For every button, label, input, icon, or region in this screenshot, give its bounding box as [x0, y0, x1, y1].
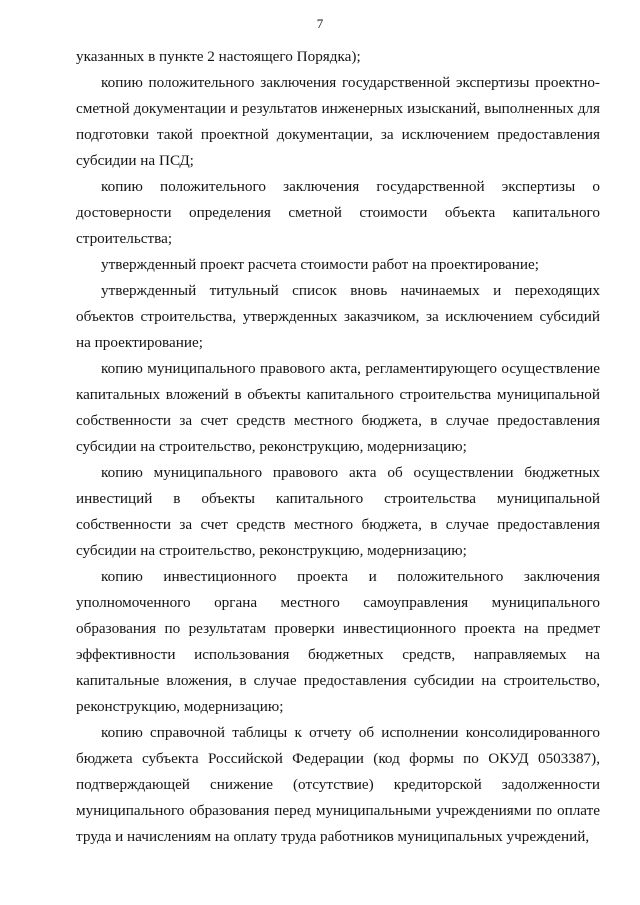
paragraph-design-cost-project: утвержденный проект расчета стоимости работ на проектирование;: [101, 256, 539, 273]
paragraph-continuation: указанных в пункте 2 настоящего Порядка);: [76, 48, 361, 65]
paragraph-reference-table: копию справочной таблицы к отчету об исполнении консолидированного бюджета субъекта Российской Федерации (код формы по ОКУД 0503387), подтверждающей снижение (отсутствие) кредиторской задолженности муниципального образования перед муниципальными учреждениями по оплате труда и начислениям на оплату труда работников муниципальных учреждений,: [76, 724, 600, 845]
paragraph-title-list: утвержденный титульный список вновь начинаемых и переходящих объектов строительства, утвержденных заказчиком, за исключением субсидий на проектирование;: [76, 282, 600, 351]
paragraph-expertise-design-docs: копию положительного заключения государственной экспертизы проектно-сметной документации и результатов инженерных изысканий, выполненных для подготовки такой проектной документации, за исключением предоставления субсидии на ПСД;: [76, 74, 600, 169]
paragraph-municipal-act-investment: копию муниципального правового акта об осуществлении бюджетных инвестиций в объекты капитального строительства муниципальной собственности за счет средств местного бюджета, в случае предоставления субсидии на строительство, реконструкцию, модернизацию;: [76, 464, 600, 559]
paragraph-expertise-cost: копию положительного заключения государственной экспертизы о достоверности определения сметной стоимости объекта капитального строительства;: [76, 178, 600, 247]
paragraph-municipal-act-capital: копию муниципального правового акта, регламентирующего осуществление капитальных вложений в объекты капитального строительства муниципальной собственности за счет средств местного бюджета, в случае предоставления субсидии на строительство, реконструкцию, модернизацию;: [76, 360, 600, 455]
page-number: 7: [316, 16, 324, 31]
paragraph-investment-project: копию инвестиционного проекта и положительного заключения уполномоченного органа местного самоуправления муниципального образования по результатам проверки инвестиционного проекта на предмет эффективности использования бюджетных средств, направляемых на капитальные вложения, в случае предоставления субсидии на строительство, реконструкцию, модернизацию;: [76, 568, 600, 715]
document-body: [76, 44, 600, 850]
